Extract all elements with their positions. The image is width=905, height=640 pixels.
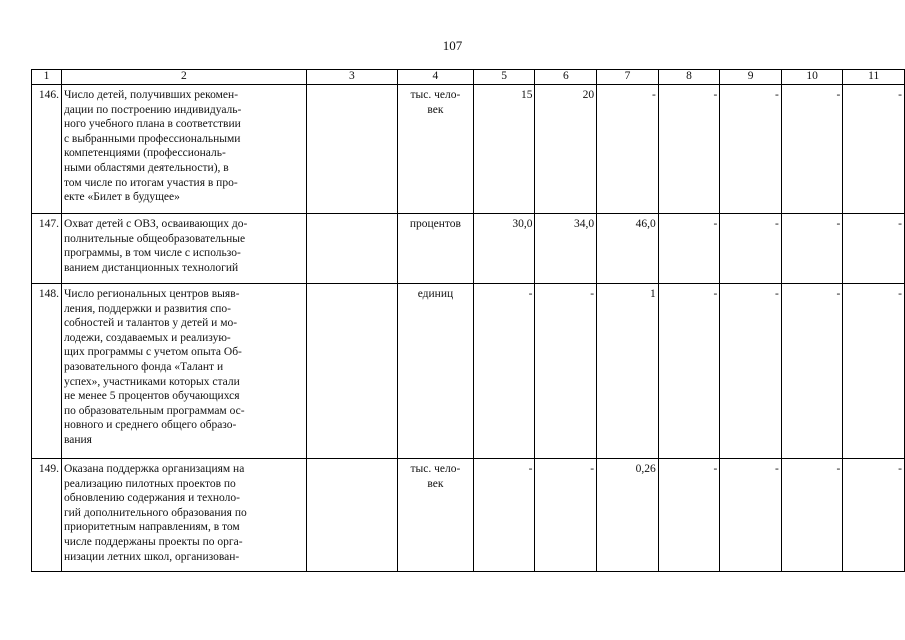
column-header: 5	[473, 70, 535, 85]
column-header: 4	[398, 70, 474, 85]
row-number: 146.	[32, 85, 62, 214]
value-cell: 20	[535, 85, 597, 214]
description-line: Число региональных центров выяв-	[63, 288, 240, 300]
description-line: Охват детей с ОВЗ, осваивающих до-	[63, 218, 248, 230]
unit-cell	[398, 459, 474, 572]
value-cell: -	[720, 85, 782, 214]
value-cell: -	[597, 85, 659, 214]
value-cell: -	[843, 85, 905, 214]
value-cell: -	[473, 284, 535, 459]
column-header: 2	[61, 70, 306, 85]
indicator-description	[61, 459, 306, 572]
value-cell: -	[781, 85, 843, 214]
description-line: не менее 5 процентов обучающихся	[63, 390, 240, 403]
table-row	[32, 214, 905, 284]
column-3-cell	[306, 214, 397, 284]
row-number: 148.	[32, 284, 62, 459]
unit-line: единиц	[417, 288, 454, 300]
description-line: числе поддержаны проекты по орга-	[63, 535, 243, 548]
column-3-cell	[306, 459, 397, 572]
value-cell: -	[535, 284, 597, 459]
value-cell: -	[535, 459, 597, 572]
value-cell: 15	[473, 85, 535, 214]
table-row	[32, 284, 905, 459]
indicator-description	[61, 214, 306, 284]
value-cell: -	[781, 459, 843, 572]
column-3-cell	[306, 85, 397, 214]
description-line: екте «Билет в будущее»	[63, 191, 180, 204]
description-line: полнительные общеобразовательные	[63, 232, 246, 245]
description-line: Оказана поддержка организациям на	[63, 463, 245, 475]
value-cell: -	[720, 459, 782, 572]
column-header: 11	[843, 70, 905, 85]
column-header: 6	[535, 70, 597, 85]
indicators-table	[31, 69, 905, 572]
description-line: ванием дистанционных технологий	[63, 261, 239, 274]
value-cell: 1	[597, 284, 659, 459]
unit-cell	[398, 284, 474, 459]
value-cell: 34,0	[535, 214, 597, 284]
value-cell: 46,0	[597, 214, 659, 284]
description-line: щих программы с учетом опыта Об-	[63, 346, 242, 359]
description-line: программы, в том числе с использо-	[63, 247, 241, 260]
indicator-description	[61, 284, 306, 459]
unit-cell	[398, 85, 474, 214]
value-cell: -	[781, 214, 843, 284]
description-line: низации летних школ, организован-	[63, 550, 240, 563]
unit-line: тыс. чело-	[410, 463, 461, 475]
description-line: Число детей, получивших рекомен-	[63, 89, 239, 101]
description-line: гий дополнительного образования по	[63, 506, 247, 519]
value-cell: -	[473, 459, 535, 572]
description-line: ления, поддержки и развития спо-	[63, 302, 232, 315]
description-line: вания	[63, 433, 92, 446]
description-line: по образовательным программам ос-	[63, 404, 245, 417]
description-line: приоритетным направлениям, в том	[63, 521, 240, 534]
unit-line: век	[427, 477, 444, 490]
description-line: реализацию пилотных проектов по	[63, 477, 236, 490]
indicator-description	[61, 85, 306, 214]
description-line: обновлению содержания и техноло-	[63, 492, 240, 505]
value-cell: -	[781, 284, 843, 459]
value-cell: 30,0	[473, 214, 535, 284]
value-cell: -	[658, 284, 720, 459]
column-header: 9	[720, 70, 782, 85]
value-cell: -	[843, 284, 905, 459]
description-line: с выбранными профессиональными	[63, 132, 241, 145]
value-cell: -	[658, 85, 720, 214]
description-line: успех», участниками которых стали	[63, 375, 240, 388]
value-cell: -	[720, 214, 782, 284]
value-cell: 0,26	[597, 459, 659, 572]
row-number: 147.	[32, 214, 62, 284]
unit-line: тыс. чело-	[410, 89, 461, 101]
value-cell: -	[658, 214, 720, 284]
row-number: 149.	[32, 459, 62, 572]
column-header: 1	[32, 70, 62, 85]
description-line: новного и среднего общего образо-	[63, 419, 237, 432]
value-cell: -	[658, 459, 720, 572]
description-line: компетенциями (профессиональ-	[63, 147, 226, 160]
description-line: ными областями деятельности), в	[63, 161, 229, 174]
column-header: 3	[306, 70, 397, 85]
table-row	[32, 85, 905, 214]
unit-line: век	[427, 103, 444, 116]
column-header: 10	[781, 70, 843, 85]
column-header: 7	[597, 70, 659, 85]
table-row	[32, 459, 905, 572]
unit-line: процентов	[409, 218, 461, 230]
description-line: лодежи, создаваемых и реализую-	[63, 331, 231, 344]
column-3-cell	[306, 284, 397, 459]
description-line: том числе по итогам участия в про-	[63, 176, 238, 189]
value-cell: -	[843, 459, 905, 572]
value-cell: -	[720, 284, 782, 459]
page-number: 107	[442, 38, 463, 53]
column-header: 8	[658, 70, 720, 85]
description-line: разовательного фонда «Талант и	[63, 360, 224, 373]
value-cell: -	[843, 214, 905, 284]
description-line: собностей и талантов у детей и мо-	[63, 317, 238, 330]
column-number-header-row	[32, 70, 905, 85]
unit-cell	[398, 214, 474, 284]
description-line: дации по построению индивидуаль-	[63, 103, 242, 116]
description-line: ного учебного плана в соответствии	[63, 118, 241, 131]
